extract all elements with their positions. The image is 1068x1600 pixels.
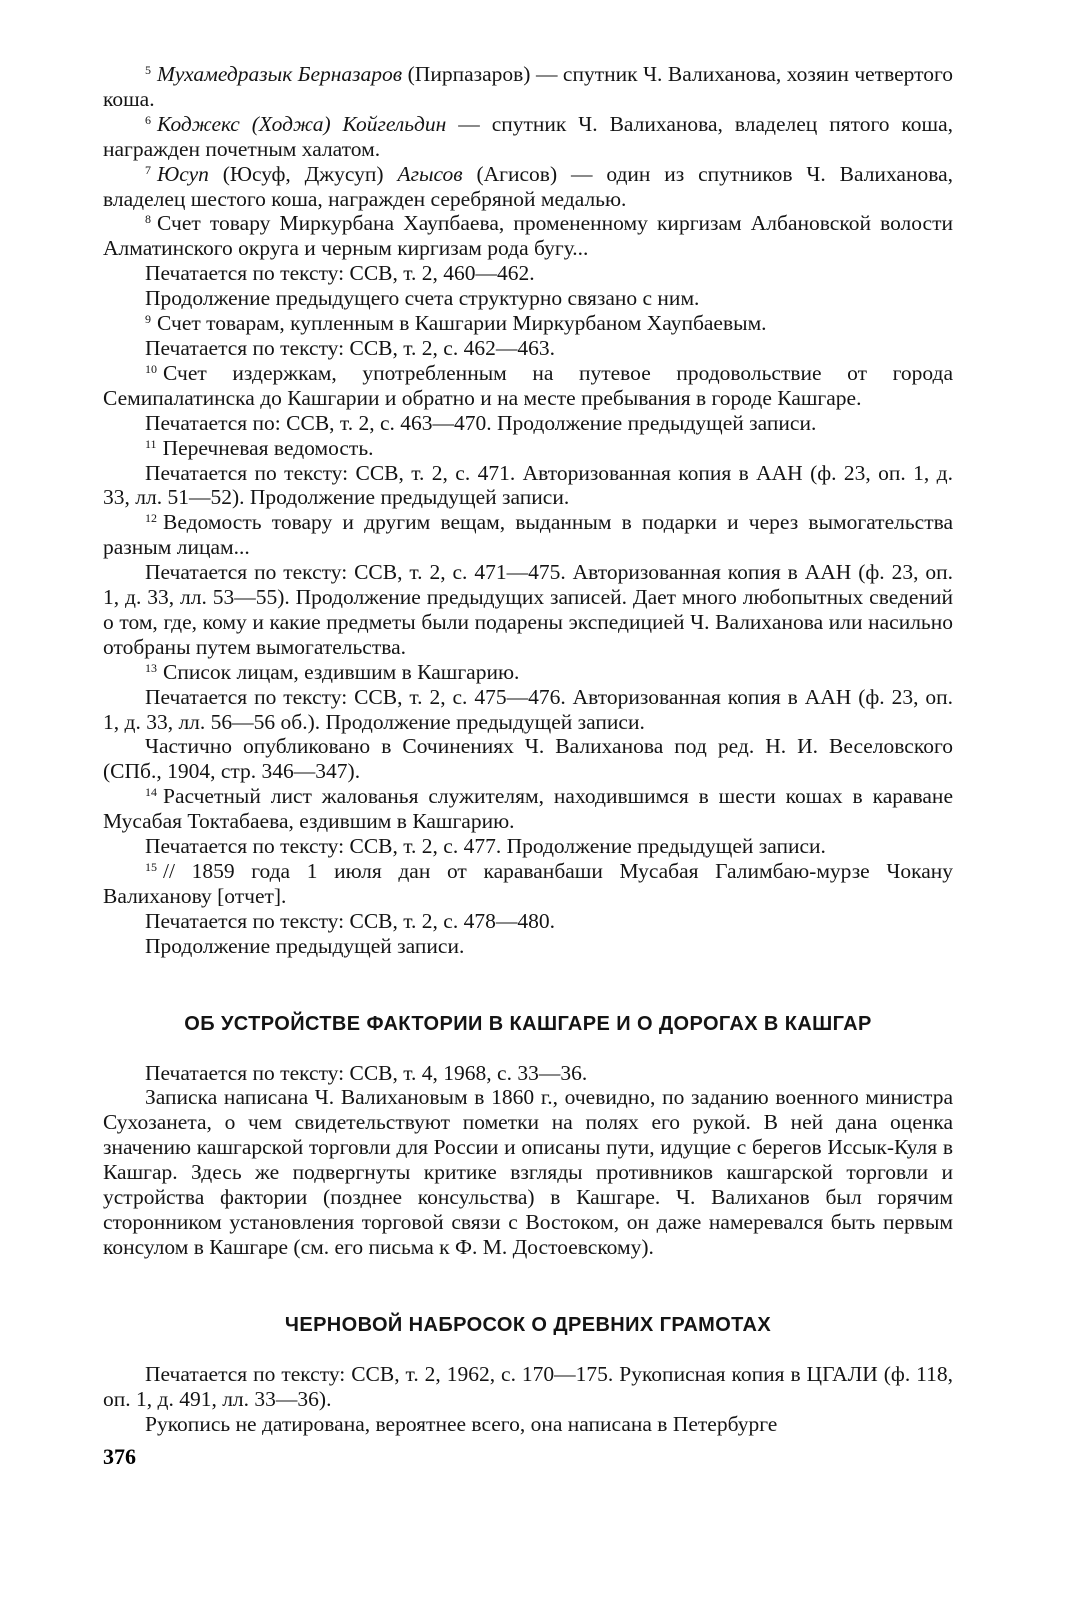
footnote-text: Счет товару Миркурбана Хаупбаева, промененному киргизам Албановской волости Алматинского округа и черным киргизам рода бугу... bbox=[103, 211, 953, 261]
footnote-text: // 1859 года 1 июля дан от караванбаши Мусабая Галимбаю-мурзе Чокану Валиханову [отчет]. bbox=[103, 859, 953, 908]
footnote-text: Расчетный лист жалованья служителям, находившимся в шести кошах в караване Мусабая Токтабаева, ездившим в Кашгарию. bbox=[103, 784, 953, 834]
footnote-name: Агысов bbox=[397, 161, 463, 186]
footnote-name: Юсуп bbox=[157, 161, 209, 186]
footnote-name: Коджекс (Ходжа) Койгельдин bbox=[157, 111, 447, 136]
footnote-13 bbox=[103, 660, 953, 785]
footnote-12 bbox=[103, 510, 953, 659]
footnote-number: 5 bbox=[145, 63, 151, 77]
section-source: Печатается по тексту: ССВ, т. 2, 1962, с. 170—175. Рукописная копия в ЦГАЛИ (ф. 118, оп. 1, д. 491, лл. 33—36). bbox=[103, 1361, 953, 1411]
footnote-comment: Продолжение предыдущей записи. bbox=[145, 933, 465, 958]
footnote-source: Печатается по тексту: ССВ, т. 2, с. 478—480. bbox=[145, 908, 555, 933]
footnote-number: 6 bbox=[145, 112, 151, 127]
footnote-9 bbox=[103, 311, 953, 361]
section-heading: ЧЕРНОВОЙ НАБРОСОК О ДРЕВНИХ ГРАМОТАХ bbox=[284, 1313, 772, 1336]
footnote-source: Печатается по тексту: ССВ, т. 2, с. 462—463. bbox=[145, 335, 555, 360]
section-source: Печатается по тексту: ССВ, т. 4, 1968, с. 33—36. bbox=[145, 1060, 588, 1085]
page-content bbox=[103, 62, 953, 1436]
footnote-15 bbox=[103, 859, 953, 959]
footnote-number: 10 bbox=[145, 361, 157, 376]
footnote-6 bbox=[103, 112, 953, 162]
footnote-number: 14 bbox=[145, 785, 157, 800]
footnote-comment: Продолжение предыдущего счета структурно связано с ним. bbox=[145, 286, 700, 311]
footnote-number: 8 bbox=[145, 212, 151, 227]
footnote-source: Печатается по тексту: ССВ, т. 2, с. 471. Авторизованная копия в ААН (ф. 23, оп. 1, д. 33, лл. 51—52). Продолжение предыдущей записи. bbox=[103, 460, 953, 510]
section-paragraph: Записка написана Ч. Валихановым в 1860 г., очевидно, по заданию военного министра Сухозанета, о чем свидетельствуют пометки на полях его рукой. В ней дана оценка значению кашгарской торговли для России и описаны пути, идущие с берегов Иссык-Куля в Кашгар. Здесь же подвергнуты критике взгляды противников кашгарской торговли и устройства фактории (позднее консульства) в Кашгаре. Ч. Валиханов был горячим сторонником установления торговой связи с Востоком, он даже намеревался быть первым консулом в Кашгаре (см. его письма к Ф. М. Достоевскому). bbox=[103, 1085, 953, 1259]
footnote-comment: Частично опубликовано в Сочинениях Ч. Валиханова под ред. Н. И. Веселовского (СПб., 1904, стр. 346—347). bbox=[103, 734, 953, 784]
footnote-number: 11 bbox=[145, 436, 157, 451]
footnote-text: Ведомость товару и другим вещам, выданным в подарки и через вымогательства разным лицам... bbox=[103, 510, 953, 560]
footnote-source: Печатается по: ССВ, т. 2, с. 463—470. Продолжение предыдущей записи. bbox=[145, 410, 817, 435]
footnote-text: Список лицам, ездившим в Кашгарию. bbox=[163, 659, 520, 684]
footnote-7 bbox=[103, 162, 953, 212]
footnote-number: 13 bbox=[145, 660, 157, 675]
footnote-number: 12 bbox=[145, 511, 157, 526]
footnote-number: 15 bbox=[145, 860, 157, 874]
footnote-text: (Пирпазаров) — спутник Ч. Валиханова, хозяин четвертого коша. bbox=[103, 62, 953, 111]
footnote-11 bbox=[103, 436, 953, 511]
footnote-14 bbox=[103, 784, 953, 859]
footnote-text: (Агисов) — один из спутников Ч. Валиханова, владелец шестого коша, награжден серебряной медалью. bbox=[103, 161, 953, 211]
page-number: 376 bbox=[103, 1444, 136, 1469]
footnote-source: Печатается по тексту: ССВ, т. 2, 460—462. bbox=[145, 261, 535, 286]
section-heading: ОБ УСТРОЙСТВЕ ФАКТОРИИ В КАШГАРЕ И О ДОРОГАХ В КАШГАР bbox=[184, 1012, 872, 1035]
footnote-number: 9 bbox=[145, 312, 151, 327]
footnote-name: Мухамедразык Берназаров bbox=[157, 62, 403, 86]
footnote-source: Печатается по тексту: ССВ, т. 2, с. 471—475. Авторизованная копия в ААН (ф. 23, оп. 1, д. 33, лл. 53—55). Продолжение предыдущих записей. Дает много любопытных сведений о том, где, кому и какие предметы были подарены экспедицией Ч. Валиханова или насильно отобраны путем вымогательства. bbox=[103, 560, 953, 659]
footnote-number: 7 bbox=[145, 162, 151, 177]
section-paragraph: Рукопись не датирована, вероятнее всего, она написана в Петербурге bbox=[145, 1411, 778, 1436]
footnote-5 bbox=[103, 62, 953, 112]
footnote-8 bbox=[103, 211, 953, 311]
footnote-source: Печатается по тексту: ССВ, т. 2, с. 475—476. Авторизованная копия в ААН (ф. 23, оп. 1, д. 33, лл. 56—56 об.). Продолжение предыдущей записи. bbox=[103, 684, 953, 734]
footnote-text: Счет товарам, купленным в Кашгарии Миркурбаном Хаупбаевым. bbox=[157, 311, 767, 336]
footnote-10 bbox=[103, 361, 953, 436]
footnote-text: — спутник Ч. Валиханова, владелец пятого коша, награжден почетным халатом. bbox=[103, 111, 953, 161]
footnote-text: (Юсуф, Джусуп) bbox=[208, 161, 398, 186]
footnote-text: Счет издержкам, употребленным на путевое продовольствие от города Семипалатинска до Кашгарии и обратно и на месте пребывания в городе Кашгаре. bbox=[103, 360, 953, 410]
footnote-text: Перечневая ведомость. bbox=[162, 435, 374, 460]
footnote-source: Печатается по тексту: ССВ, т. 2, с. 477. Продолжение предыдущей записи. bbox=[145, 834, 826, 859]
